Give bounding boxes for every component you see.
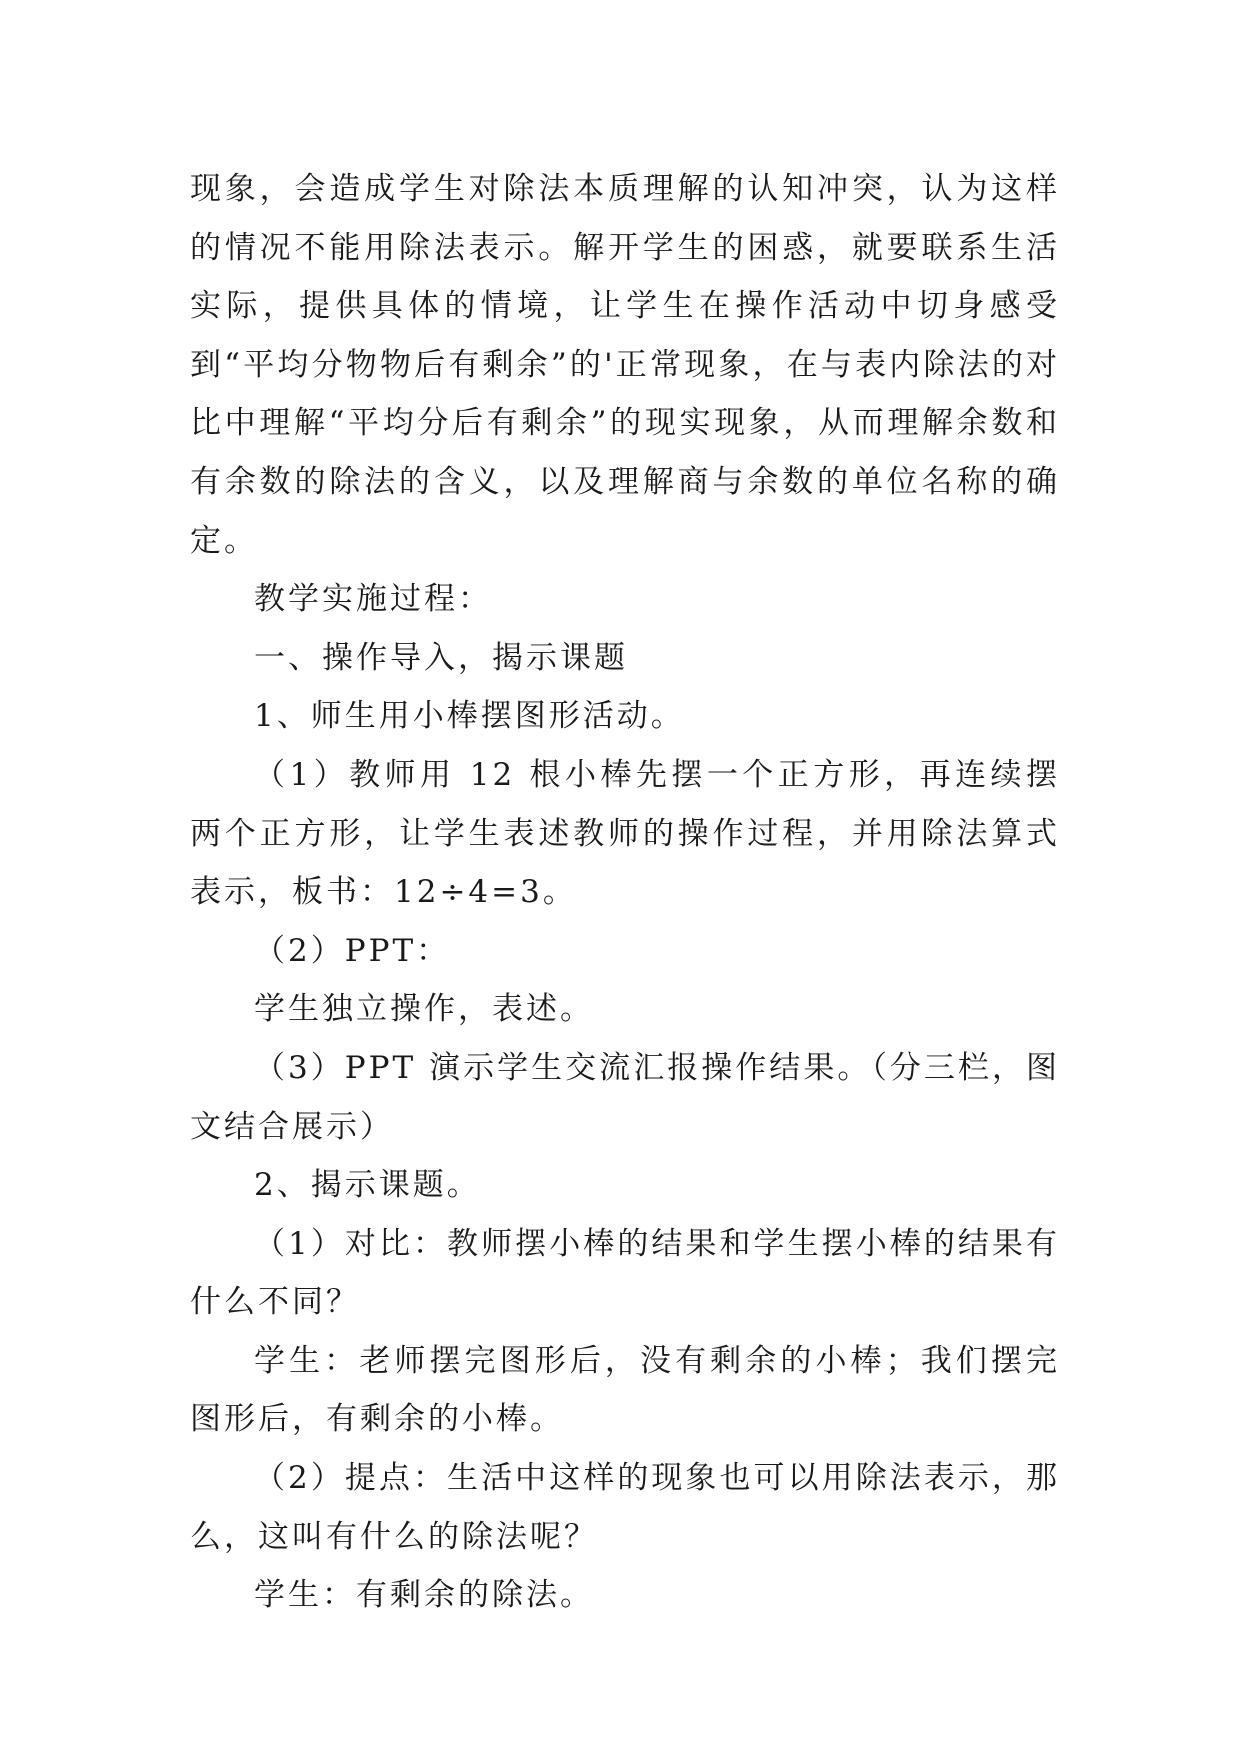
paragraph-step-1-2: （2）PPT： bbox=[254, 932, 451, 969]
step-heading-1: 1、师生用小棒摆图形活动。 bbox=[254, 698, 685, 735]
paragraph-student-operate: 学生独立操作，表述。 bbox=[254, 991, 594, 1028]
paragraph-step-2-2: （2）提点：生活中这样的现象也可以用除法表示，那么，这叫有什么的除法呢？ bbox=[190, 1460, 1060, 1555]
paragraph-student-answer-2: 学生：有剩余的除法。 bbox=[254, 1577, 594, 1614]
paragraph-process-heading: 教学实施过程： bbox=[254, 581, 492, 618]
paragraph-continuation: 现象，会造成学生对除法本质理解的认知冲突，认为这样的情况不能用除法表示。解开学生的困惑，就要联系生活实际，提供具体的情境，让学生在操作活动中切身感受到“平均分物物后有剩余”的'正常现象，在与表内除法的对比中理解“平均分后有剩余”的现实现象，从而理解余数和有余数的除法的含义，以及理解商与余数的单位名称的确定。 bbox=[190, 171, 1060, 559]
paragraph-step-1-3: （3）PPT 演示学生交流汇报操作结果。（分三栏，图文结合展示） bbox=[190, 1049, 1060, 1145]
document-body bbox=[190, 160, 1060, 1625]
paragraph-step-1-1: （1）教师用 12 根小棒先摆一个正方形，再连续摆两个正方形，让学生表述教师的操作过程，并用除法算式表示，板书：12÷4=3。 bbox=[190, 756, 1060, 911]
step-heading-2: 2、揭示课题。 bbox=[254, 1167, 481, 1204]
section-heading-1: 一、操作导入，揭示课题 bbox=[254, 639, 628, 676]
paragraph-student-answer-1: 学生：老师摆完图形后，没有剩余的小棒；我们摆完图形后，有剩余的小棒。 bbox=[190, 1342, 1060, 1438]
paragraph-step-2-1: （1）对比：教师摆小棒的结果和学生摆小棒的结果有什么不同？ bbox=[190, 1225, 1060, 1321]
